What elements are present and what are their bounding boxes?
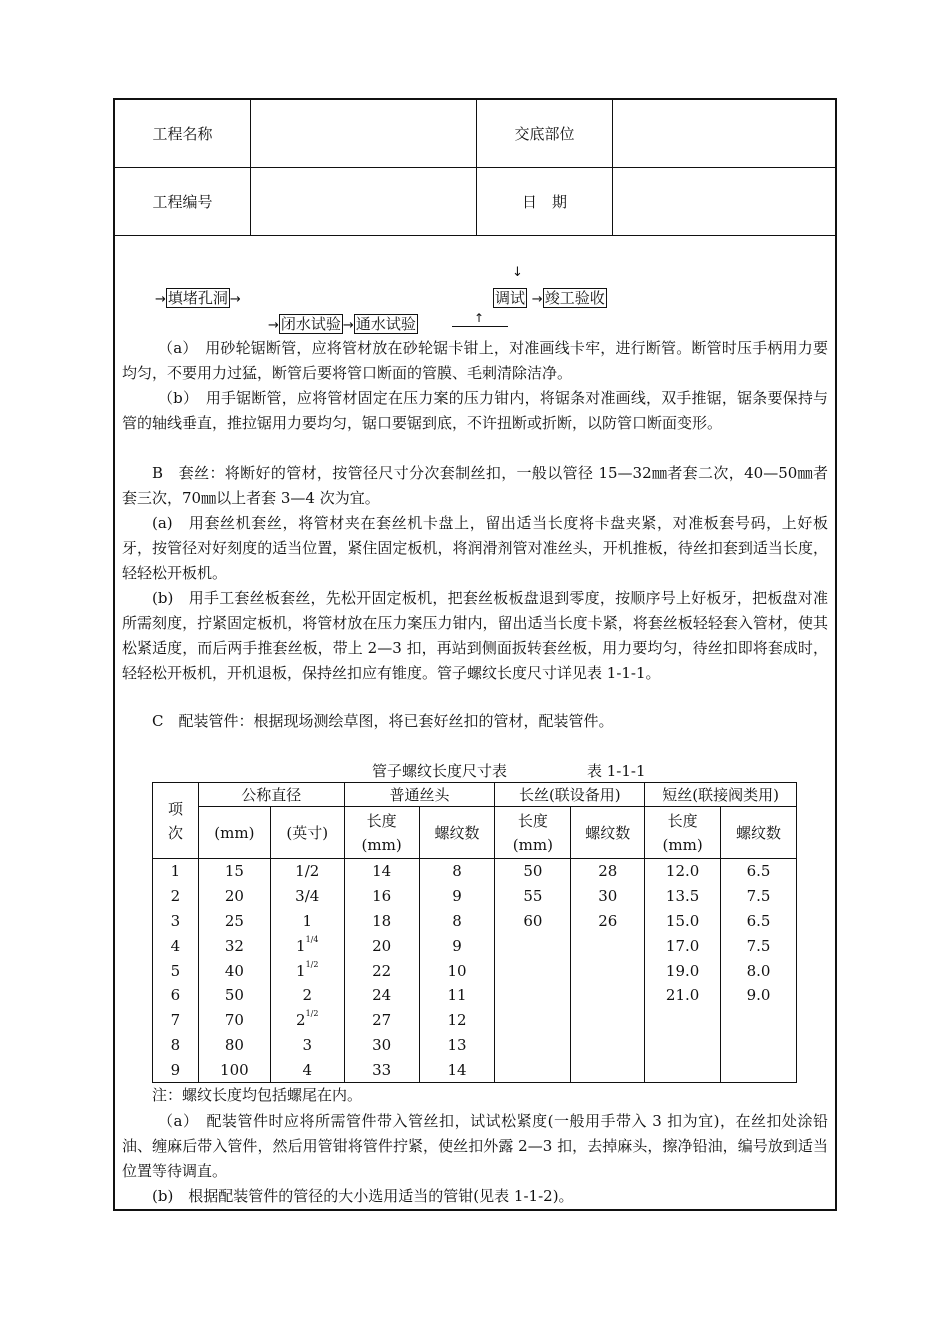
table-cell (645, 1033, 721, 1058)
table-cell: 20 (344, 933, 419, 958)
table-cell: 28 (571, 859, 645, 884)
table-cell: 70 (198, 1008, 270, 1033)
date-label: 日 期 (477, 168, 613, 235)
table-cell (571, 1057, 645, 1082)
table-cell: 25 (198, 909, 270, 934)
paragraph-a-machine-threading: (a) 用套丝机套丝，将管材夹在套丝机卡盘上，留出适当长度将卡盘夹紧，对准板套号码，上好板牙，按管径对好刻度的适当位置，紧住固定板机，将润滑剂管对准丝头，开机推板，待丝扣套到适当长度，轻轻松开板机。 (122, 514, 828, 582)
header-row-2 (115, 168, 835, 236)
table-header-row-2 (153, 807, 797, 859)
table-cell: 12 (419, 1008, 495, 1033)
table-cell: 32 (198, 933, 270, 958)
table-cell: 55 (495, 884, 571, 909)
table-row (153, 884, 797, 909)
table-cell: 1 (270, 909, 344, 934)
table-cell: 26 (571, 909, 645, 934)
inch-fraction: 1/2 (305, 1009, 319, 1019)
table-cell: 14 (419, 1057, 495, 1082)
table-row (153, 983, 797, 1008)
table-cell (495, 983, 571, 1008)
table-cell: 18 (344, 909, 419, 934)
table-cell: 60 (495, 909, 571, 934)
table-cell (495, 933, 571, 958)
table-cell: 9 (419, 884, 495, 909)
paragraph-a-saw-cutting: （a） 用砂轮锯断管，应将管材放在砂轮锯卡钳上，对准画线卡牢，进行断管。断管时压手柄用力要均匀，不要用力过猛，断管后要将管口断面的管膜、毛刺清除洁净。 (122, 339, 828, 382)
header-item: 项次 (153, 783, 199, 859)
project-name-value[interactable] (251, 100, 477, 167)
table-number: 表 1-1-1 (587, 762, 646, 780)
table-cell (495, 958, 571, 983)
project-name-label: 工程名称 (115, 100, 251, 167)
header-length: 长度 (mm) (344, 807, 419, 859)
flow-box-fill-holes: 填堵孔洞 (167, 289, 228, 307)
table-cell (495, 1057, 571, 1082)
table-cell (645, 1057, 721, 1082)
paragraph-b-hand-saw: （b） 用手锯断管，应将管材固定在压力案的压力钳内，将锯条对准画线，双手推锯，锯条要保持与管的轴线垂直，推拉锯用力要均匀，锯口要锯到底，不许扭断或折断，以防管口断面变形。 (122, 389, 828, 432)
header-thread-count: 螺纹数 (419, 807, 495, 859)
table-cell: 80 (198, 1033, 270, 1058)
table-cell: 17.0 (645, 933, 721, 958)
table-cell: 7.5 (721, 884, 797, 909)
table-cell: 3 (153, 909, 199, 934)
table-cell (571, 1033, 645, 1058)
table-cell: 20 (198, 884, 270, 909)
table-cell: 40 (198, 958, 270, 983)
table-cell: 15.0 (645, 909, 721, 934)
header-length: 长度 (mm) (495, 807, 571, 859)
table-cell: 8 (419, 859, 495, 884)
handover-part-value[interactable] (613, 100, 835, 167)
table-caption: 管子螺纹长度尺寸表 (372, 762, 508, 780)
table-cell: 16 (344, 884, 419, 909)
table-cell: 13 (419, 1033, 495, 1058)
table-cell: 14 (344, 859, 419, 884)
paragraph-a-fitting-install: （a） 配装管件时应将所需管件带入管丝扣，试试松紧度(一般用手带入 3 扣为宜)，在丝扣处涂铅油、缠麻后带入管件，然后用管钳将管件拧紧，使丝扣外露 2—3 扣，去掉麻头，擦净铅油，编号放到适当位置等待调直。 (122, 1112, 828, 1180)
table-cell: $1^{1/4}$ (270, 933, 344, 958)
paragraph-b-pipe-wrench: (b) 根据配装管件的管径的大小选用适当的管钳(见表 1-1-2)。 (152, 1187, 574, 1205)
flow-box-acceptance: 竣工验收 (544, 289, 605, 307)
table-cell: 6.5 (721, 909, 797, 934)
table-row (153, 909, 797, 934)
table-cell: 5 (153, 958, 199, 983)
table-cell: 2 (270, 983, 344, 1008)
table-cell: 9 (419, 933, 495, 958)
table-cell: 15 (198, 859, 270, 884)
table-cell: 6 (153, 983, 199, 1008)
flow-row-2 (268, 313, 418, 334)
table-cell: 1 (153, 859, 199, 884)
table-cell: 50 (495, 859, 571, 884)
right-arrow-icon: → (342, 318, 354, 333)
inch-fraction: 1/2 (305, 959, 319, 969)
paragraph-threading: B 套丝：将断好的管材，按管径尺寸分次套制丝扣，一般以管径 15—32㎜者套二次，40—50㎜者套三次，70㎜以上者套 3—4 次为宜。 (122, 464, 828, 507)
right-arrow-icon: → (229, 292, 241, 307)
header-mm: (mm) (198, 807, 270, 859)
table-cell: 27 (344, 1008, 419, 1033)
table-cell: 8.0 (721, 958, 797, 983)
header-normal-thread: 普通丝头 (344, 783, 495, 807)
table-cell: 4 (270, 1057, 344, 1082)
table-cell (721, 1008, 797, 1033)
table-cell: 21.0 (645, 983, 721, 1008)
table-cell (571, 933, 645, 958)
flow-return-line (452, 313, 508, 331)
handover-part-label: 交底部位 (477, 100, 613, 167)
project-number-value[interactable] (251, 168, 477, 235)
flow-box-water-flow-test: 通水试验 (355, 315, 416, 333)
table-cell: 7 (153, 1008, 199, 1033)
table-cell (495, 1033, 571, 1058)
thread-length-table (152, 782, 797, 1083)
table-cell: 30 (344, 1033, 419, 1058)
table-cell: 19.0 (645, 958, 721, 983)
header-nominal-diameter: 公称直径 (198, 783, 344, 807)
paragraph-fitting-assembly: C 配装管件：根据现场测绘草图，将已套好丝扣的管材，配装管件。 (152, 712, 614, 730)
table-cell (721, 1033, 797, 1058)
table-cell: $2^{1/2}$ (270, 1008, 344, 1033)
table-cell: 50 (198, 983, 270, 1008)
header-thread-count: 螺纹数 (571, 807, 645, 859)
down-arrow-icon: ↓ (512, 265, 523, 280)
table-cell: 22 (344, 958, 419, 983)
right-arrow-icon: → (531, 292, 543, 307)
table-cell (571, 1008, 645, 1033)
table-cell: 9.0 (721, 983, 797, 1008)
table-row (153, 958, 797, 983)
date-value[interactable] (613, 168, 835, 235)
table-cell: 12.0 (645, 859, 721, 884)
table-cell: 24 (344, 983, 419, 1008)
table-row (153, 1033, 797, 1058)
table-row (153, 1008, 797, 1033)
table-cell (571, 958, 645, 983)
table-row (153, 859, 797, 884)
flow-row-1b (493, 287, 607, 308)
table-cell: 10 (419, 958, 495, 983)
table-cell: 4 (153, 933, 199, 958)
table-cell: 11 (419, 983, 495, 1008)
table-note: 注：螺纹长度均包括螺尾在内。 (152, 1086, 363, 1104)
table-row (153, 1057, 797, 1082)
right-arrow-icon: → (155, 292, 166, 307)
table-row (153, 933, 797, 958)
flow-box-debug: 调试 (495, 289, 526, 307)
table-cell: 3 (270, 1033, 344, 1058)
header-thread-count: 螺纹数 (721, 807, 797, 859)
table-cell: 30 (571, 884, 645, 909)
table-cell: 33 (344, 1057, 419, 1082)
header-row-1 (115, 100, 835, 168)
table-cell: 7.5 (721, 933, 797, 958)
table-cell: 9 (153, 1057, 199, 1082)
table-cell: 1/2 (270, 859, 344, 884)
table-cell (721, 1057, 797, 1082)
table-cell (571, 983, 645, 1008)
header-inch: (英寸) (270, 807, 344, 859)
table-cell: 3/4 (270, 884, 344, 909)
flow-box-closed-water-test: 闭水试验 (280, 315, 341, 333)
table-cell: $1^{1/2}$ (270, 958, 344, 983)
flow-row-1 (155, 287, 241, 308)
inch-fraction: 1/4 (305, 934, 319, 944)
header-short-thread: 短丝(联接阀类用) (645, 783, 797, 807)
table-cell: 13.5 (645, 884, 721, 909)
table-cell (645, 1008, 721, 1033)
right-arrow-icon: → (268, 318, 279, 333)
header-long-thread: 长丝(联设备用) (495, 783, 645, 807)
header-length: 长度 (mm) (645, 807, 721, 859)
table-cell: 2 (153, 884, 199, 909)
table-cell: 8 (153, 1033, 199, 1058)
table-header-row-1 (153, 783, 797, 807)
table-cell: 6.5 (721, 859, 797, 884)
paragraph-b-manual-threading: (b) 用手工套丝板套丝，先松开固定板机，把套丝板板盘退到零度，按顺序号上好板牙，把板盘对准所需刻度，拧紧固定板机，将管材放在压力案压力钳内，留出适当长度卡紧，将套丝板轻轻套入管材，使其松紧适度，而后两手推套丝板，带上 2—3 扣，再站到侧面扳转套丝板，用力要均匀，待丝扣即将套成时，轻轻松开板机，开机退板，保持丝扣应有锥度。管子螺纹长度尺寸详见表 1-1-1。 (122, 589, 828, 682)
table-cell: 8 (419, 909, 495, 934)
table-cell (495, 1008, 571, 1033)
up-arrow-icon: ↑ (474, 311, 485, 325)
project-number-label: 工程编号 (115, 168, 251, 235)
table-cell: 100 (198, 1057, 270, 1082)
